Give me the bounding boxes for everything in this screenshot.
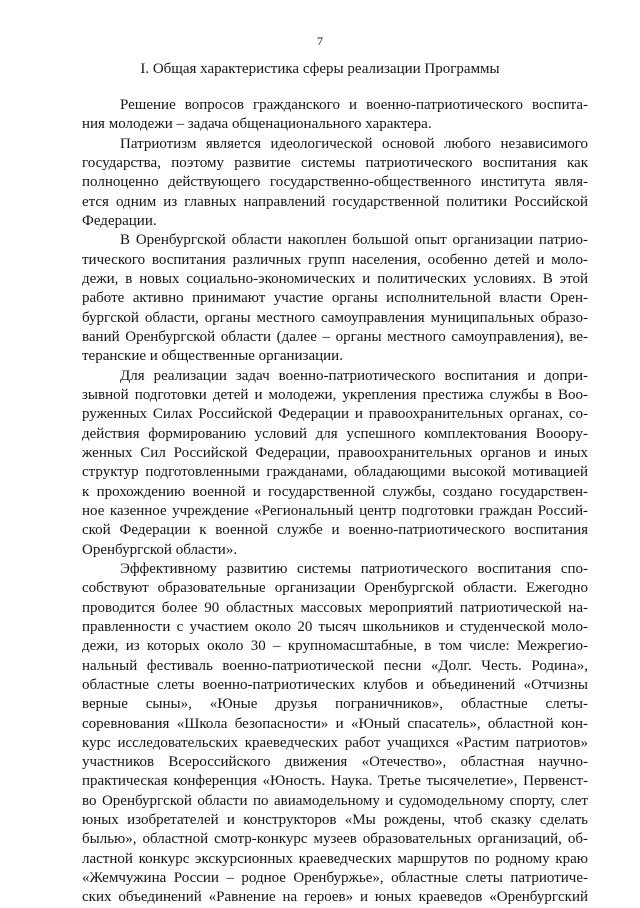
text-line: руженных Силах Российской Федерации и правоохранительных органах, со-	[82, 406, 588, 423]
text-line: юных изобретателей и конструкторов «Мы рождены, чтоб сказку сделать	[82, 812, 588, 829]
text-line: «Жемчужина России – родное Оренбуржье», областные слеты патриотиче-	[82, 870, 588, 887]
text-line: структур подготовленными гражданами, обладающими высокой мотивацией	[82, 464, 588, 481]
text-line: зывной подготовки детей и молодежи, укрепления престижа службы в Воо-	[82, 386, 588, 403]
text-line: соревнования «Школа безопасности» и «Юный спасатель», областной кон-	[82, 715, 588, 732]
text-line: собствуют образовательные организации Оренбургской области. Ежегодно	[82, 580, 588, 597]
text-line: женных Сил Российской Федерации, правоохранительных органов и иных	[82, 444, 588, 461]
paragraph	[82, 231, 588, 366]
text-line: нальный фестиваль военно-патриотической песни «Долг. Честь. Родина»,	[82, 657, 588, 674]
text-line: теранские и общественные организации.	[82, 348, 343, 365]
text-line: ластной конкурс экскурсионных краеведческих маршрутов по родному краю	[82, 850, 588, 867]
text-line: работе активно принимают участие органы исполнительной власти Орен-	[82, 290, 588, 307]
text-line: ния молодежи – задача общенационального характера.	[82, 116, 432, 133]
text-line: правленности с участием около 20 тысяч школьников и студенческой моло-	[82, 618, 588, 635]
text-line: дежи, из которых около 30 – крупномасштабные, в том числе: Межрегио-	[82, 638, 588, 655]
text-line: верные сыны», «Юные друзья пограничников», областные слеты-	[82, 696, 588, 713]
text-line: действия формированию условий для успешного комплектования Вооору-	[82, 425, 588, 442]
paragraph	[82, 560, 588, 908]
text-line: Федерации.	[82, 212, 157, 229]
text-line: областные слеты военно-патриотических клубов и объединений «Отчизны	[82, 676, 588, 693]
text-line: бургской области, органы местного самоуправления муниципальных образо-	[82, 309, 588, 326]
text-line: Решение вопросов гражданского и военно-патриотического воспита-	[120, 97, 588, 113]
paragraph	[82, 96, 588, 135]
text-line: Эффективному развитию системы патриотического воспитания спо-	[120, 560, 588, 577]
text-line: ской Федерации к военной службе и военно-патриотического воспитания	[82, 522, 588, 539]
text-line: В Оренбургской области накоплен большой опыт организации патрио-	[120, 232, 588, 249]
text-line: ное казенное учреждение «Региональный центр подготовки граждан Россий-	[82, 502, 588, 519]
text-line: к прохождению военной и государственной службы, создано государствен-	[82, 483, 588, 500]
section-title: I. Общая характеристика сферы реализации Программы	[140, 61, 500, 77]
text-line: проводится более 90 областных массовых мероприятий патриотической на-	[82, 599, 588, 616]
text-line: дежи, в новых социально-экономических и политических условиях. В этой	[82, 270, 588, 287]
text-line: практическая конференция «Юность. Наука. Третье тысячелетие», Первенст-	[82, 773, 588, 790]
paragraph	[82, 135, 588, 232]
text-line: курс исследовательских краеведческих работ учащихся «Растим патриотов»	[82, 734, 588, 751]
page-number: 7	[317, 34, 323, 48]
text-line: Для реализации задач военно-патриотического воспитания и допри-	[120, 367, 588, 384]
document-body	[82, 96, 588, 908]
paragraph	[82, 367, 588, 560]
text-line: ваний Оренбургской области (далее – органы местного самоуправления), ве-	[82, 328, 588, 345]
text-line: тического воспитания различных групп населения, особенно детей и моло-	[82, 251, 588, 268]
text-line: государства, поэтому развитие системы патриотического воспитания как	[82, 154, 588, 171]
text-line: Патриотизм является идеологической основой любого независимого	[120, 135, 588, 152]
text-line: ется одним из главных направлений государственной политики Российской	[82, 193, 588, 210]
text-line: во Оренбургской области по авиамодельному и судомодельному спорту, слет	[82, 792, 588, 809]
text-line: ских объединений «Равнение на героев» и юных краеведов «Оренбургский	[82, 889, 588, 906]
text-line: былью», областной смотр-конкурс музеев образовательных организаций, об-	[82, 831, 588, 848]
text-line: Оренбургской области».	[82, 541, 238, 558]
text-line: участников Всероссийского движения «Отечество», областная научно-	[82, 754, 588, 771]
text-line: полноценно действующего государственно-общественного института явля-	[82, 174, 588, 191]
